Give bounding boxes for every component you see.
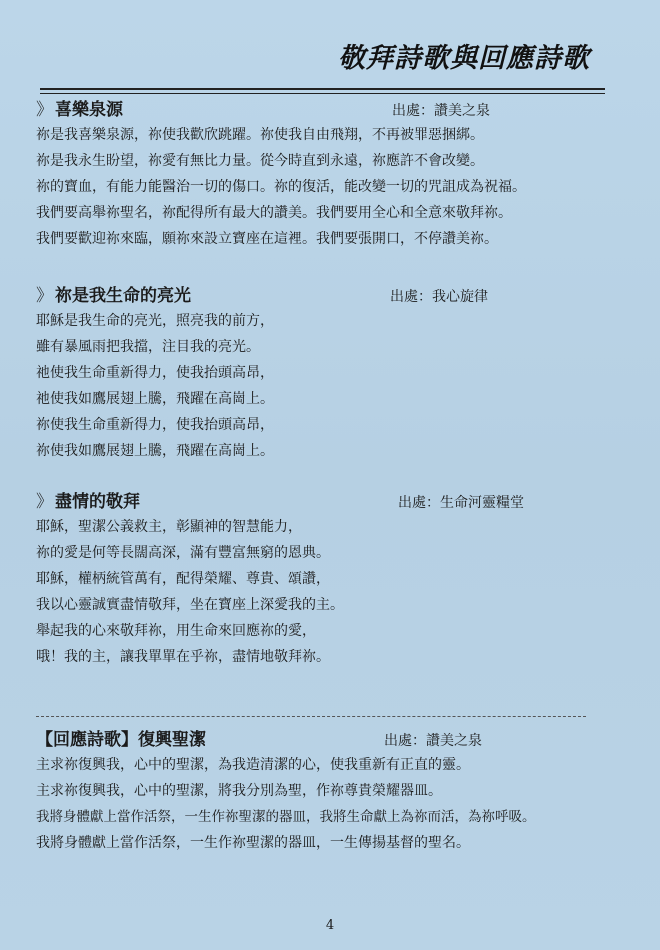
lyric-line: 耶穌，權柄統管萬有，配得榮耀、尊貴、頌讚， — [36, 571, 330, 587]
lyric-line: 雖有暴風雨把我擋，注目我的亮光。 — [36, 339, 260, 355]
song-title-row — [36, 728, 606, 752]
lyric-line: 祢是我永生盼望，祢愛有無比力量。從今時直到永遠，祢應許不會改變。 — [36, 153, 484, 169]
song-title-row — [36, 490, 606, 514]
lyric-line: 祢的愛是何等長闊高深，滿有豐富無窮的恩典。 — [36, 545, 330, 561]
lyric-line: 哦！我的主，讓我單單在乎祢，盡情地敬拜祢。 — [36, 649, 330, 665]
lyric-line: 主求祢復興我，心中的聖潔，為我造清潔的心，使我重新有正直的靈。 — [36, 757, 470, 773]
page-number: 4 — [325, 918, 335, 933]
lyric-line: 祢使我如鷹展翅上騰，飛躍在高崗上。 — [36, 443, 274, 459]
lyric-line: 祂使我如鷹展翅上騰，飛躍在高崗上。 — [36, 391, 274, 407]
lyric-line: 祢的寶血，有能力能醫治一切的傷口。祢的復活，能改變一切的咒詛成為祝福。 — [36, 179, 526, 195]
song-source: 出處：讚美之泉 — [392, 103, 490, 119]
lyric-line: 祂使我生命重新得力，使我抬頭高昂， — [36, 365, 274, 381]
section-divider — [36, 716, 586, 717]
lyric-line: 耶穌是我生命的亮光，照亮我的前方， — [36, 313, 274, 329]
lyric-line: 我將身體獻上當作活祭，一生作祢聖潔的器皿，我將生命獻上為祢而活，為祢呼吸。 — [36, 809, 536, 825]
lyric-line: 我將身體獻上當作活祭，一生作祢聖潔的器皿，一生傳揚基督的聖名。 — [36, 835, 470, 851]
section-marker: 》 — [36, 286, 53, 306]
song-section-3 — [36, 490, 606, 670]
song-section-1 — [36, 98, 606, 252]
section-marker: 》 — [36, 492, 53, 512]
lyric-line: 祢是我喜樂泉源，祢使我歡欣跳躍。祢使我自由飛翔，不再被罪惡捆綁。 — [36, 127, 484, 143]
song-title: 【回應詩歌】復興聖潔 — [36, 730, 206, 750]
song-section-4 — [36, 728, 606, 856]
song-section-2 — [36, 284, 606, 464]
section-marker: 》 — [36, 100, 53, 120]
song-source: 出處：我心旋律 — [390, 289, 488, 305]
lyric-line: 我們要歡迎祢來臨，願祢來設立寶座在這裡。我們要張開口，不停讚美祢。 — [36, 231, 498, 247]
song-source: 出處：生命河靈糧堂 — [398, 495, 524, 511]
song-title-row — [36, 284, 606, 308]
song-source: 出處：讚美之泉 — [384, 733, 482, 749]
lyric-line: 主求祢復興我，心中的聖潔，將我分別為聖，作祢尊貴榮耀器皿。 — [36, 783, 442, 799]
lyric-line: 我們要高舉祢聖名，祢配得所有最大的讚美。我們要用全心和全意來敬拜祢。 — [36, 205, 512, 221]
lyric-line: 舉起我的心來敬拜祢，用生命來回應祢的愛， — [36, 623, 316, 639]
header-rule-thin — [40, 93, 605, 94]
song-title-row — [36, 98, 606, 122]
song-title: 祢是我生命的亮光 — [55, 286, 191, 306]
header-rule-thick — [40, 88, 605, 90]
lyric-line: 我以心靈誠實盡情敬拜，坐在寶座上深愛我的主。 — [36, 597, 344, 613]
page-title: 敬拜詩歌與回應詩歌 — [338, 43, 590, 74]
lyric-line: 祢使我生命重新得力，使我抬頭高昂， — [36, 417, 274, 433]
lyric-line: 耶穌，聖潔公義救主，彰顯神的智慧能力， — [36, 519, 302, 535]
song-title: 喜樂泉源 — [55, 100, 123, 120]
song-title: 盡情的敬拜 — [55, 492, 140, 512]
